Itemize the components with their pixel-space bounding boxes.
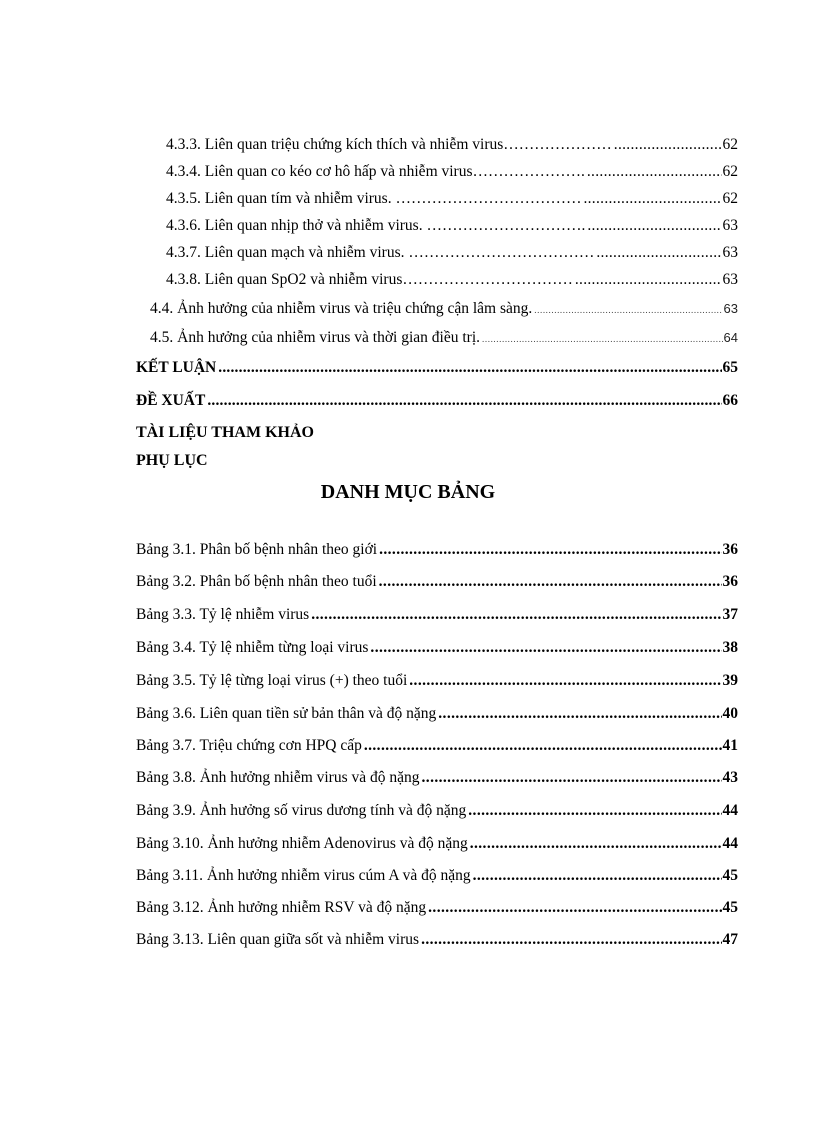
- dot-leader: [596, 241, 721, 265]
- toc-entry-4-3-3[interactable]: [0, 133, 816, 157]
- dot-leader: [575, 268, 722, 292]
- dot-leader: [428, 896, 721, 920]
- table-page-number: 40: [722, 705, 738, 722]
- toc-page-number: 62: [722, 163, 738, 180]
- toc-entry-references[interactable]: TÀI LIỆU THAM KHẢO: [136, 424, 314, 441]
- toc-page-number: 62: [722, 136, 738, 153]
- table-entry-3-10[interactable]: [0, 832, 816, 856]
- toc-page-number: 63: [722, 244, 738, 261]
- toc-page-number: 64: [723, 330, 738, 345]
- dot-leader: [473, 864, 722, 888]
- table-entry-3-7[interactable]: [0, 734, 816, 758]
- toc-entry-appendix[interactable]: PHỤ LỤC: [136, 452, 208, 469]
- toc-entry-4-3-6[interactable]: [0, 214, 816, 238]
- toc-entry-label: 4.5. Ảnh hưởng của nhiễm virus và thời gian điều trị.: [150, 329, 481, 346]
- dot-leader: [470, 832, 722, 856]
- table-entry-3-9[interactable]: [0, 799, 816, 823]
- toc-entry-label: 4.3.7. Liên quan mạch và nhiễm virus. ………………………………: [166, 244, 595, 261]
- toc-page-number: 63: [722, 217, 738, 234]
- table-entry-label: Bảng 3.6. Liên quan tiền sử bản thân và độ nặng: [136, 705, 437, 722]
- toc-page-number: 63: [723, 301, 738, 316]
- table-entry-label: Bảng 3.8. Ảnh hưởng nhiễm virus và độ nặng: [136, 769, 420, 786]
- toc-entry-4-3-4[interactable]: [0, 160, 816, 184]
- dot-leader: [583, 187, 721, 211]
- table-entry-3-12[interactable]: [0, 896, 816, 920]
- dot-leader: [311, 603, 721, 627]
- toc-entry-4-4[interactable]: [0, 297, 816, 321]
- dot-leader: [364, 734, 722, 758]
- table-page-number: 44: [722, 835, 738, 852]
- dot-leader: [438, 702, 721, 726]
- table-entry-label: Bảng 3.7. Triệu chứng cơn HPQ cấp: [136, 737, 362, 754]
- toc-page-number: 63: [722, 271, 738, 288]
- table-entry-label: Bảng 3.9. Ảnh hưởng số virus dương tính và độ nặng: [136, 802, 467, 819]
- toc-entry-label: ĐỀ XUẤT: [136, 392, 206, 409]
- table-entry-3-3[interactable]: [0, 603, 816, 627]
- toc-entry-label: 4.3.3. Liên quan triệu chứng kích thích và nhiễm virus…………………: [166, 136, 612, 153]
- table-page-number: 43: [722, 769, 738, 786]
- dot-leader: [587, 160, 722, 184]
- list-of-tables-title: DANH MỤC BẢNG: [320, 481, 496, 503]
- toc-entry-4-5[interactable]: [0, 326, 816, 350]
- dot-leader: [468, 799, 721, 823]
- toc-entry-ket-luan[interactable]: [0, 356, 816, 380]
- toc-entry-label: 4.3.4. Liên quan co kéo cơ hô hấp và nhiễm virus………………….: [166, 163, 585, 180]
- table-entry-label: Bảng 3.4. Tỷ lệ nhiễm từng loại virus: [136, 639, 369, 656]
- dot-leader: [614, 133, 722, 157]
- table-page-number: 39: [722, 672, 738, 689]
- toc-entry-label: 4.3.6. Liên quan nhịp thở và nhiễm virus. ………………………….: [166, 217, 586, 234]
- dot-leader: [482, 327, 723, 351]
- dot-leader: [587, 214, 721, 238]
- table-entry-3-13[interactable]: [0, 928, 816, 952]
- toc-entry-label: 4.3.8. Liên quan SpO2 và nhiễm virus……………………………: [166, 271, 573, 288]
- dot-leader: [409, 669, 721, 693]
- toc-page-number: 62: [722, 190, 738, 207]
- dot-leader: [379, 538, 721, 562]
- table-page-number: 36: [722, 573, 738, 590]
- table-entry-label: Bảng 3.5. Tỷ lệ từng loại virus (+) theo tuổi: [136, 672, 408, 689]
- table-page-number: 47: [722, 931, 738, 948]
- toc-entry-label: 4.3.5. Liên quan tím và nhiễm virus. ………………………………: [166, 190, 582, 207]
- dot-leader: [218, 356, 721, 380]
- table-entry-3-8[interactable]: [0, 766, 816, 790]
- toc-page-number: 66: [722, 392, 738, 409]
- toc-entry-label: KẾT LUẬN: [136, 359, 217, 376]
- toc-entry-4-3-5[interactable]: [0, 187, 816, 211]
- table-entry-label: Bảng 3.11. Ảnh hưởng nhiễm virus cúm A và độ nặng: [136, 867, 471, 884]
- toc-entry-4-3-8[interactable]: [0, 268, 816, 292]
- table-entry-3-1[interactable]: [0, 538, 816, 562]
- toc-entry-4-3-7[interactable]: [0, 241, 816, 265]
- table-entry-label: Bảng 3.10. Ảnh hưởng nhiễm Adenovirus và độ nặng: [136, 835, 468, 852]
- dot-leader: [421, 928, 721, 952]
- table-entry-3-6[interactable]: [0, 702, 816, 726]
- table-page-number: 41: [722, 737, 738, 754]
- dot-leader: [379, 570, 722, 594]
- dot-leader: [534, 298, 722, 322]
- toc-page-number: 65: [722, 359, 738, 376]
- table-entry-3-11[interactable]: [0, 864, 816, 888]
- table-page-number: 38: [722, 639, 738, 656]
- table-entry-3-4[interactable]: [0, 636, 816, 660]
- table-page-number: 37: [722, 606, 738, 623]
- table-entry-label: Bảng 3.2. Phân bố bệnh nhân theo tuổi: [136, 573, 377, 590]
- table-entry-3-2[interactable]: [0, 570, 816, 594]
- table-entry-label: Bảng 3.1. Phân bố bệnh nhân theo giới: [136, 541, 378, 558]
- table-page-number: 36: [722, 541, 738, 558]
- table-page-number: 45: [722, 899, 738, 916]
- toc-entry-label: 4.4. Ảnh hưởng của nhiễm virus và triệu chứng cận lâm sàng.: [150, 300, 533, 317]
- toc-entry-de-xuat[interactable]: [0, 389, 816, 413]
- table-page-number: 44: [722, 802, 738, 819]
- dot-leader: [422, 766, 722, 790]
- dot-leader: [207, 389, 721, 413]
- table-entry-label: Bảng 3.3. Tỷ lệ nhiễm virus: [136, 606, 310, 623]
- table-entry-label: Bảng 3.13. Liên quan giữa sốt và nhiễm virus: [136, 931, 420, 948]
- table-entry-label: Bảng 3.12. Ảnh hưởng nhiễm RSV và độ nặng: [136, 899, 427, 916]
- table-page-number: 45: [722, 867, 738, 884]
- table-entry-3-5[interactable]: [0, 669, 816, 693]
- dot-leader: [370, 636, 721, 660]
